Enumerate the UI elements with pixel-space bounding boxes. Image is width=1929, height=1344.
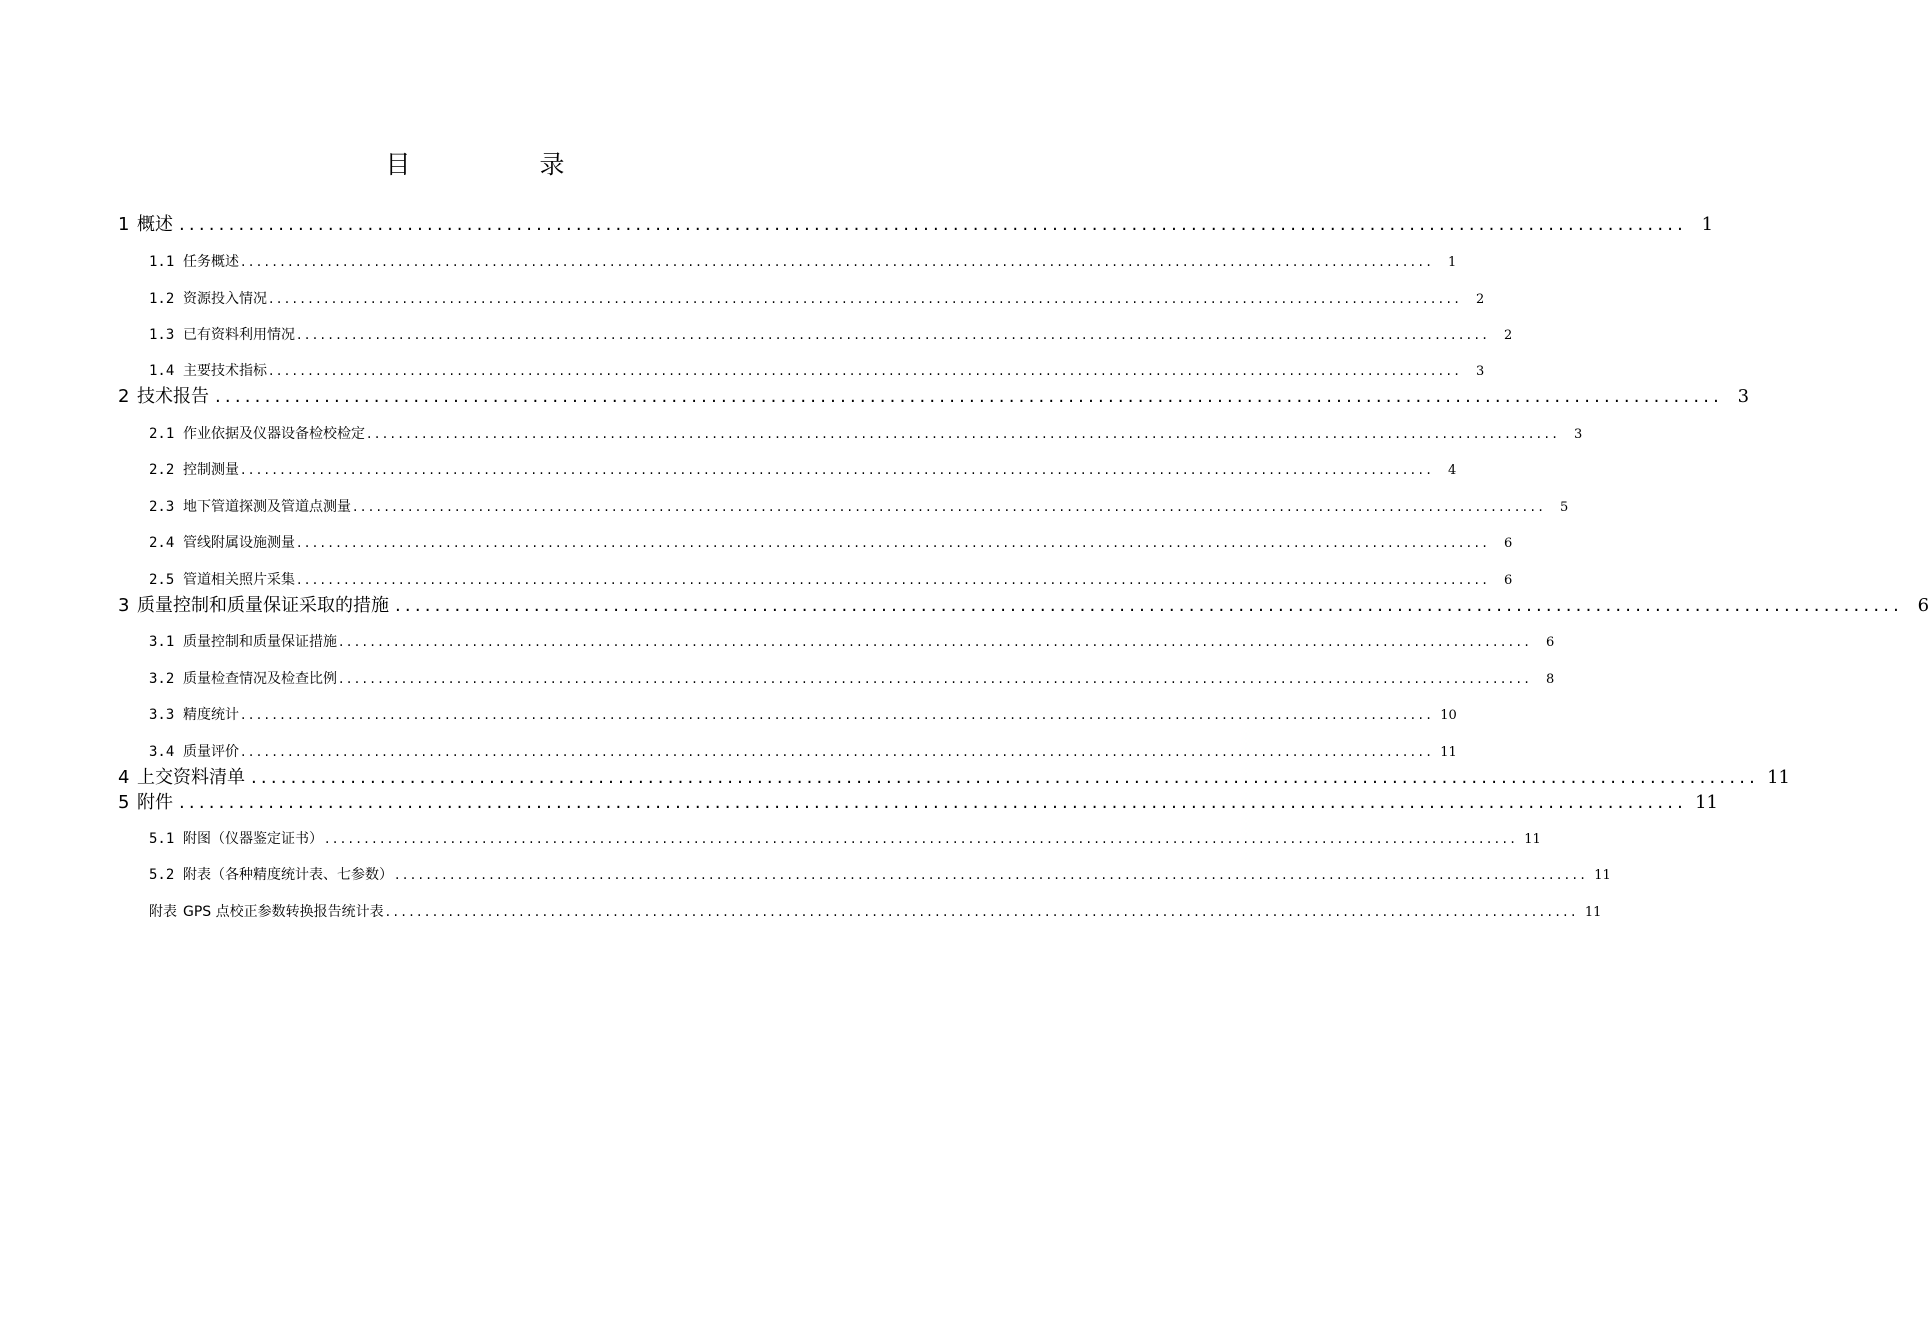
toc-page: 6 xyxy=(1917,595,1929,616)
toc-leader: ........................................................................................................................................................ xyxy=(179,214,1688,235)
toc-entry-2[interactable] xyxy=(118,382,1750,408)
toc-number: 1.2 xyxy=(149,291,175,307)
toc-number: 4 xyxy=(118,767,130,788)
toc-entry-2-1[interactable] xyxy=(149,423,1583,443)
toc-label: 附表（各种精度统计表、七参数） xyxy=(183,867,393,883)
toc-entry-3-1[interactable] xyxy=(149,631,1555,651)
toc-leader: ........................................................................................................................................................ xyxy=(325,831,1519,847)
toc-page: 1 xyxy=(1701,214,1714,235)
toc-leader: ........................................................................................................................................................ xyxy=(395,867,1589,883)
toc-number: 2 xyxy=(118,386,130,407)
toc-number: 5 xyxy=(118,792,130,813)
toc-number: 3.3 xyxy=(149,707,175,723)
toc-leader: ........................................................................................................................................................ xyxy=(241,707,1435,723)
toc-number: 5.1 xyxy=(149,831,175,847)
toc-page: 11 xyxy=(1524,832,1541,847)
toc-leader: ........................................................................................................................................................ xyxy=(251,767,1760,788)
toc-leader: ........................................................................................................................................................ xyxy=(395,595,1904,616)
toc-page: 11 xyxy=(1695,792,1719,813)
toc-number: 3 xyxy=(118,595,130,616)
toc-number: 3.1 xyxy=(149,634,175,650)
toc-page: 11 xyxy=(1767,767,1791,788)
toc-page: 11 xyxy=(1584,905,1602,920)
toc-number: 3.2 xyxy=(149,671,175,687)
toc-label: 主要技术指标 xyxy=(183,363,267,379)
toc-page: 6 xyxy=(1545,635,1555,650)
toc-leader: ........................................................................................................................................................ xyxy=(339,634,1533,650)
toc-entry-1[interactable] xyxy=(118,210,1714,236)
toc-leader: ........................................................................................................................................................ xyxy=(367,426,1561,442)
toc-entry-5[interactable] xyxy=(118,788,1719,814)
toc-leader: ........................................................................................................................................................ xyxy=(269,291,1463,307)
toc-entry-3-2[interactable] xyxy=(149,668,1555,688)
toc-page: 1 xyxy=(1447,255,1457,270)
toc-number: 附表 xyxy=(149,904,177,920)
toc-label: 上交资料清单 xyxy=(137,767,245,788)
toc-page: 3 xyxy=(1737,386,1750,407)
toc-leader: ........................................................................................................................................................ xyxy=(215,386,1724,407)
toc-page: 3 xyxy=(1475,364,1485,379)
toc-label: 概述 xyxy=(137,214,173,235)
toc-label: 作业依据及仪器设备检校检定 xyxy=(183,426,365,442)
toc-page: 5 xyxy=(1559,500,1569,515)
toc-entry-3-4[interactable] xyxy=(149,741,1457,761)
toc-entry-3-3[interactable] xyxy=(149,704,1457,724)
toc-entry-3[interactable] xyxy=(118,591,1929,617)
toc-number: 2.2 xyxy=(149,462,175,478)
toc-label: 附件 xyxy=(137,792,173,813)
toc-label: 质量评价 xyxy=(183,744,239,760)
toc-entry-appendix-table[interactable] xyxy=(149,901,1602,921)
toc-label: 管线附属设施测量 xyxy=(183,535,295,551)
toc-label: 技术报告 xyxy=(137,386,209,407)
toc-entry-2-5[interactable] xyxy=(149,569,1513,589)
toc-label: 任务概述 xyxy=(183,254,239,270)
toc-number: 1 xyxy=(118,214,130,235)
toc-number: 2.4 xyxy=(149,535,175,551)
toc-number: 2.3 xyxy=(149,499,175,515)
toc-page: 2 xyxy=(1475,292,1485,307)
toc-page: 11 xyxy=(1594,868,1611,883)
toc-number: 2.5 xyxy=(149,572,175,588)
toc-leader: ........................................................................................................................................................ xyxy=(241,254,1435,270)
toc-leader: ........................................................................................................................................................ xyxy=(297,327,1491,343)
toc-entry-1-4[interactable] xyxy=(149,360,1485,380)
toc-entry-2-4[interactable] xyxy=(149,532,1513,552)
toc-entry-1-2[interactable] xyxy=(149,288,1485,308)
toc-entry-1-3[interactable] xyxy=(149,324,1513,344)
toc-page: 2 xyxy=(1503,328,1513,343)
toc-label: 质量控制和质量保证采取的措施 xyxy=(137,595,389,616)
toc-page: 6 xyxy=(1503,573,1513,588)
toc-leader: ........................................................................................................................................................ xyxy=(339,671,1533,687)
toc-page: 8 xyxy=(1545,672,1555,687)
toc-page: 3 xyxy=(1573,427,1583,442)
toc-entry-2-3[interactable] xyxy=(149,496,1569,516)
toc-leader: ........................................................................................................................................................ xyxy=(297,572,1491,588)
toc-leader: ........................................................................................................................................................ xyxy=(353,499,1547,515)
toc-number: 1.4 xyxy=(149,363,175,379)
toc-number: 1.3 xyxy=(149,327,175,343)
toc-entry-4[interactable] xyxy=(118,763,1791,789)
toc-page: 11 xyxy=(1440,745,1457,760)
toc-page: 4 xyxy=(1447,463,1457,478)
toc-entry-5-2[interactable] xyxy=(149,864,1611,884)
toc-number: 5.2 xyxy=(149,867,175,883)
toc-label: 资源投入情况 xyxy=(183,291,267,307)
toc-leader: ........................................................................................................................................................ xyxy=(385,904,1579,920)
toc-leader: ........................................................................................................................................................ xyxy=(269,363,1463,379)
toc-leader: ........................................................................................................................................................ xyxy=(179,792,1688,813)
toc-number: 3.4 xyxy=(149,744,175,760)
toc-label: 管道相关照片采集 xyxy=(183,572,295,588)
toc-label: 地下管道探测及管道点测量 xyxy=(183,499,351,515)
toc-entry-1-1[interactable] xyxy=(149,251,1457,271)
toc-entry-5-1[interactable] xyxy=(149,828,1541,848)
toc-label: 控制测量 xyxy=(183,462,239,478)
page-title: 目 录 xyxy=(385,150,617,179)
toc-label: 已有资料利用情况 xyxy=(183,327,295,343)
toc-label: 质量控制和质量保证措施 xyxy=(183,634,337,650)
toc-entry-2-2[interactable] xyxy=(149,459,1457,479)
toc-number: 1.1 xyxy=(149,254,175,270)
toc-label: 精度统计 xyxy=(183,707,239,723)
toc-label: 附图（仪器鉴定证书） xyxy=(183,831,323,847)
toc-page: 6 xyxy=(1503,536,1513,551)
toc-label: GPS 点校正参数转换报告统计表 xyxy=(183,904,384,920)
toc-label: 质量检查情况及检查比例 xyxy=(183,671,337,687)
toc-leader: ........................................................................................................................................................ xyxy=(297,535,1491,551)
toc-number: 2.1 xyxy=(149,426,175,442)
toc-page: 10 xyxy=(1440,708,1457,723)
toc-leader: ........................................................................................................................................................ xyxy=(241,462,1435,478)
toc-leader: ........................................................................................................................................................ xyxy=(241,744,1435,760)
